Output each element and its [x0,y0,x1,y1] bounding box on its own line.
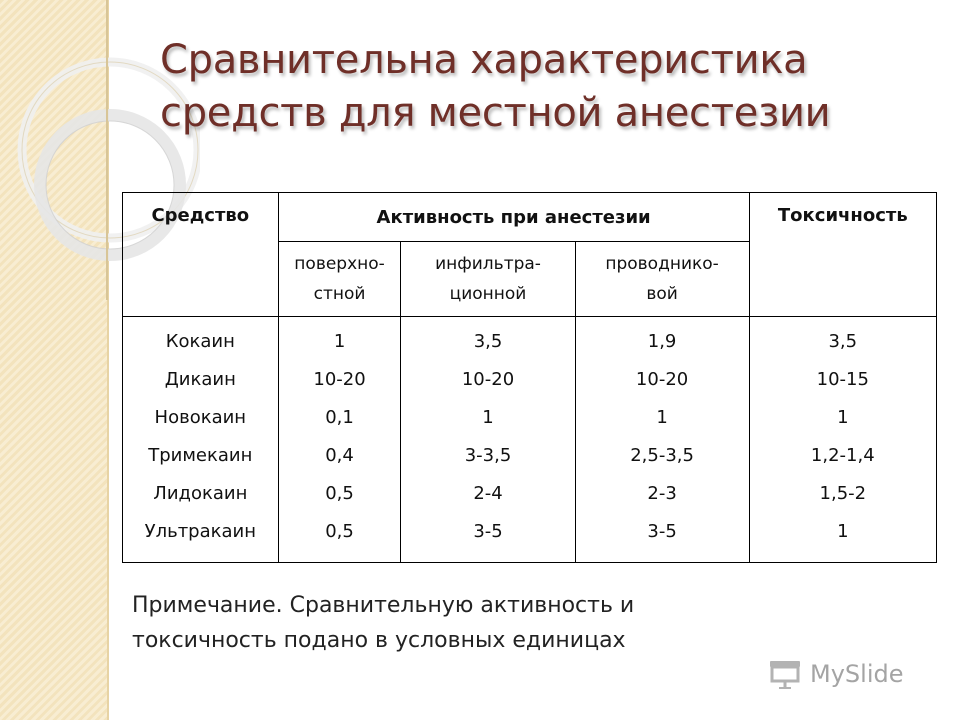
table-note [132,588,892,658]
infiltration-value: 3,5 [473,331,503,352]
agent-name: Новокаин [154,407,247,428]
surface-value: 0,4 [325,445,354,466]
title-line-1: Сравнительна характеристика [160,37,808,83]
infiltration-value: 3-3,5 [464,445,512,466]
slide-title [160,34,920,140]
conduction-values-cell [575,317,749,563]
toxicity-value: 1,2-1,4 [810,445,875,466]
surface-values-cell [278,317,401,563]
conduction-value: 2,5-3,5 [630,445,694,466]
header-activity: Активность при анестезии [278,193,749,242]
conduction-value: 1,9 [647,331,677,352]
note-line-1: Примечание. Сравнительную активность и [132,593,635,618]
header-conduction: проводнико- вой [575,242,749,317]
agent-name: Тримекаин [148,445,253,466]
conduction-value: 3-5 [647,521,677,542]
header-toxicity: Токсичность [749,193,936,317]
agent-name: Кокаин [165,331,235,352]
surface-value: 0,5 [325,483,354,504]
watermark [768,658,903,690]
surface-value: 0,5 [325,521,354,542]
conduction-value: 2-3 [647,483,677,504]
header-surface: поверхно- стной [278,242,401,317]
conduction-value: 10-20 [635,369,689,390]
comparison-table [122,192,937,563]
note-line-2: токсичность подано в условных единицах [132,628,626,653]
surface-value: 0,1 [325,407,354,428]
infiltration-value: 2-4 [473,483,503,504]
header-infiltration: инфильтра- ционной [401,242,575,317]
toxicity-value: 1 [837,521,849,542]
title-line-2: средств для местной анестезии [160,90,831,136]
presentation-board-icon [768,659,802,689]
infiltration-value: 3-5 [473,521,503,542]
watermark-text: MySlide [810,660,904,688]
surface-value: 10-20 [313,369,366,390]
agents-cell [123,317,279,563]
toxicity-value: 10-15 [816,369,869,390]
toxicity-value: 3,5 [828,331,858,352]
toxicity-value: 1 [837,407,849,428]
surface-value: 1 [333,331,346,352]
toxicity-values-cell [749,317,936,563]
toxicity-value: 1,5-2 [819,483,867,504]
infiltration-value: 1 [482,407,494,428]
agent-name: Ультракаин [144,521,257,542]
conduction-value: 1 [656,407,668,428]
infiltration-value: 10-20 [461,369,515,390]
agent-name: Дикаин [164,369,236,390]
header-agent: Средство [123,193,279,317]
agent-name: Лидокаин [153,483,248,504]
infiltration-values-cell [401,317,575,563]
